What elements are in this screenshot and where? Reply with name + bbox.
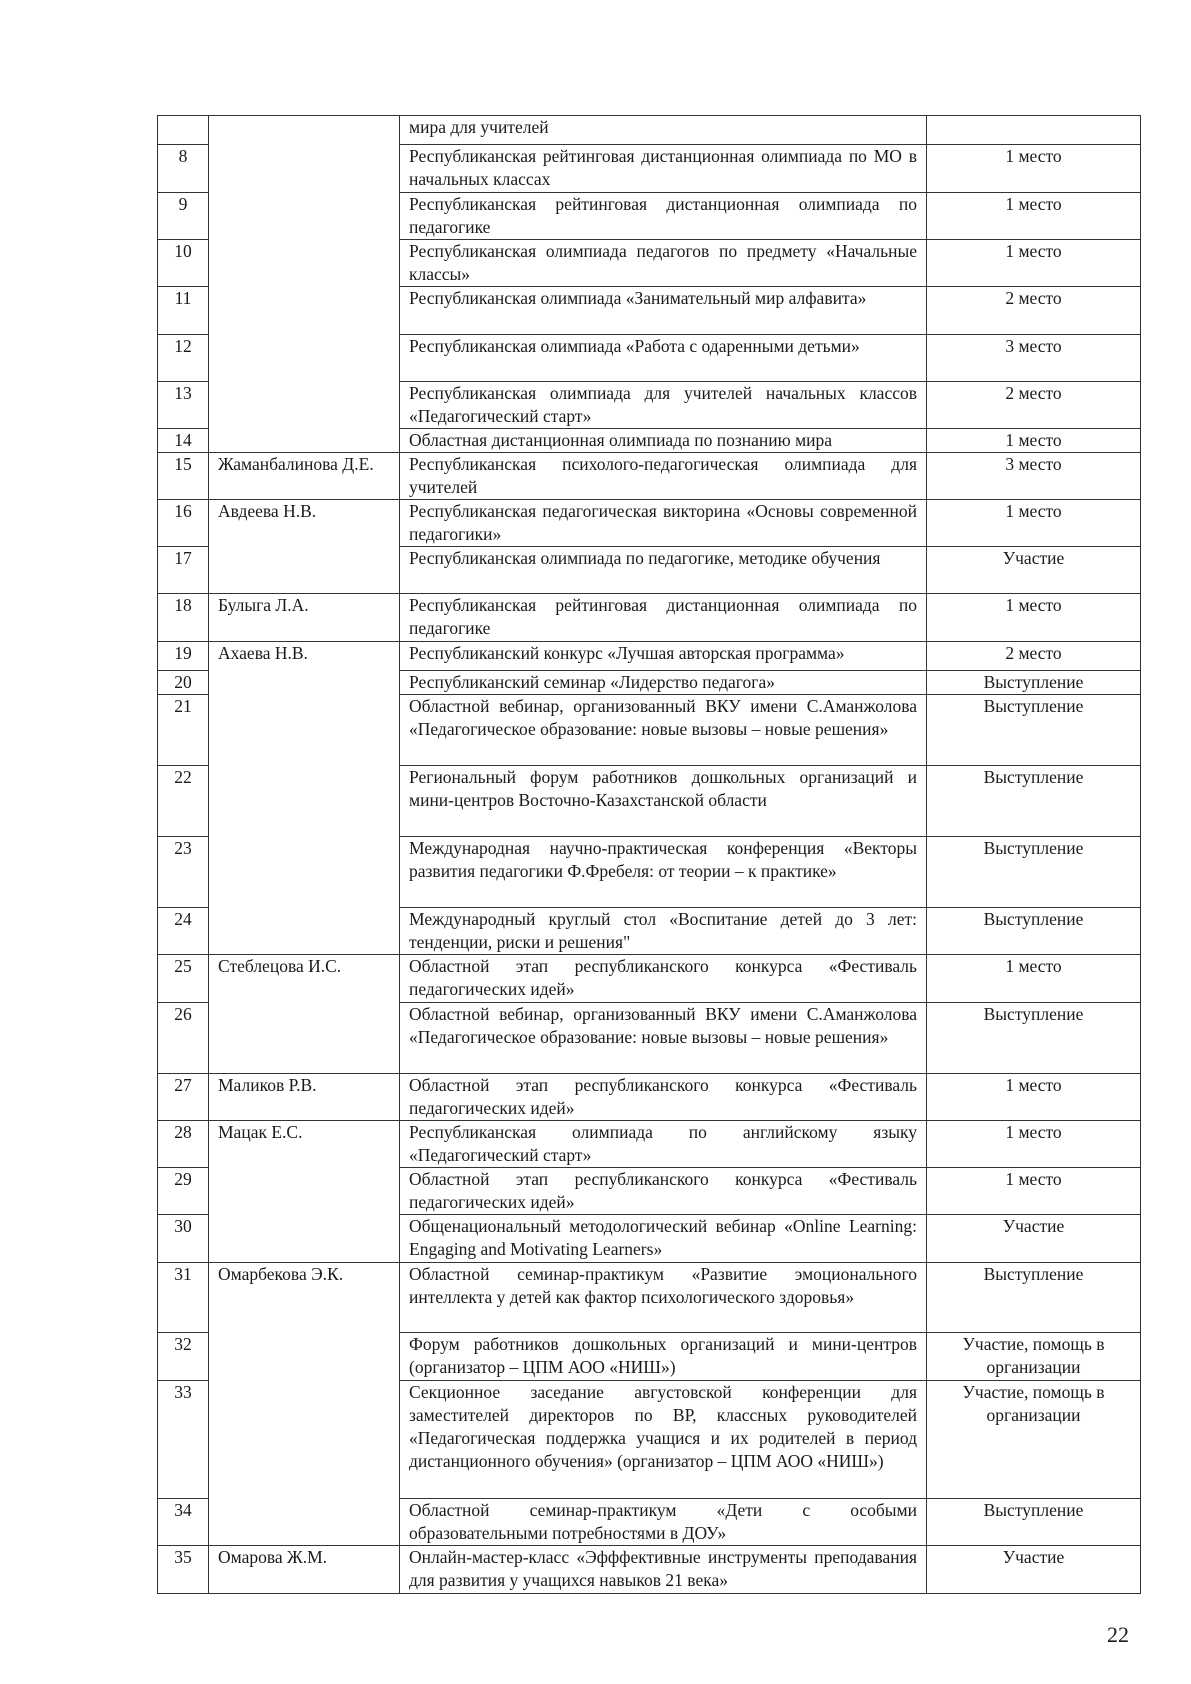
event-title: Областной этап республиканского конкурса «Фестиваль педагогических идей»	[400, 955, 927, 1003]
row-number: 29	[158, 1168, 209, 1215]
result-cell: Выступление	[927, 1263, 1141, 1333]
result-cell: Участие	[927, 1215, 1141, 1263]
participant-name: Ахаева Н.В.	[209, 642, 400, 955]
row-number: 28	[158, 1121, 209, 1168]
result-cell: 1 место	[927, 1121, 1141, 1168]
row-number: 33	[158, 1381, 209, 1499]
result-cell: 1 место	[927, 145, 1141, 193]
participant-name: Маликов Р.В.	[209, 1074, 400, 1121]
table-row	[158, 1121, 1141, 1168]
row-number: 10	[158, 240, 209, 287]
participant-name: Мацак Е.С.	[209, 1121, 400, 1263]
row-number: 26	[158, 1003, 209, 1074]
result-cell: Участие	[927, 1546, 1141, 1594]
event-title: Форум работников дошкольных организаций и мини-центров (организатор – ЦПМ АОО «НИШ»)	[400, 1333, 927, 1381]
result-cell: 1 место	[927, 500, 1141, 547]
result-cell: 2 место	[927, 287, 1141, 335]
event-title: Республиканский конкурс «Лучшая авторская программа»	[400, 642, 927, 671]
result-cell: Участие, помощь в организации	[927, 1381, 1141, 1499]
result-cell: Выступление	[927, 908, 1141, 955]
table-row	[158, 955, 1141, 1003]
result-cell: 1 место	[927, 429, 1141, 453]
row-number: 25	[158, 955, 209, 1003]
result-cell: 1 место	[927, 1074, 1141, 1121]
row-number: 19	[158, 642, 209, 671]
event-title: Областной вебинар, организованный ВКУ имени С.Аманжолова «Педагогическое образование: новые вызовы – новые решения»	[400, 695, 927, 766]
participant-name: Стеблецова И.С.	[209, 955, 400, 1074]
event-title: Республиканская олимпиада «Работа с одаренными детьми»	[400, 335, 927, 382]
row-number: 30	[158, 1215, 209, 1263]
result-cell: 2 место	[927, 382, 1141, 429]
result-cell: 1 место	[927, 955, 1141, 1003]
result-cell	[927, 116, 1141, 145]
row-number: 23	[158, 837, 209, 908]
result-cell: Выступление	[927, 671, 1141, 695]
result-cell: Выступление	[927, 695, 1141, 766]
row-number: 27	[158, 1074, 209, 1121]
row-number: 24	[158, 908, 209, 955]
table-row	[158, 500, 1141, 547]
event-title: Областная дистанционная олимпиада по познанию мира	[400, 429, 927, 453]
result-cell: 2 место	[927, 642, 1141, 671]
results-table	[157, 115, 1141, 1594]
table-row	[158, 1074, 1141, 1121]
participant-name: Омарбекова Э.К.	[209, 1263, 400, 1546]
row-number: 9	[158, 193, 209, 240]
event-title: Областной вебинар, организованный ВКУ имени С.Аманжолова «Педагогическое образование: новые вызовы – новые решения»	[400, 1003, 927, 1074]
event-title: Республиканская олимпиада педагогов по предмету «Начальные классы»	[400, 240, 927, 287]
table-row	[158, 1263, 1141, 1333]
participant-name: Авдеева Н.В.	[209, 500, 400, 594]
event-title: Республиканская рейтинговая дистанционная олимпиада по педагогике	[400, 193, 927, 240]
participant-name: Омарова Ж.М.	[209, 1546, 400, 1594]
participant-name	[209, 116, 400, 453]
result-cell: 1 место	[927, 594, 1141, 642]
row-number: 21	[158, 695, 209, 766]
result-cell: 3 место	[927, 453, 1141, 500]
participant-name: Жаманбалинова Д.Е.	[209, 453, 400, 500]
result-cell: 1 место	[927, 193, 1141, 240]
event-title: Республиканская олимпиада для учителей начальных классов «Педагогический старт»	[400, 382, 927, 429]
row-number: 16	[158, 500, 209, 547]
event-title: Международный круглый стол «Воспитание детей до 3 лет: тенденции, риски и решения"	[400, 908, 927, 955]
row-number: 31	[158, 1263, 209, 1333]
row-number: 18	[158, 594, 209, 642]
row-number: 34	[158, 1499, 209, 1546]
row-number: 35	[158, 1546, 209, 1594]
event-title: Онлайн-мастер-класс «Эфффективные инструменты преподавания для развития у учащихся навыков 21 века»	[400, 1546, 927, 1594]
table-row	[158, 453, 1141, 500]
table-row	[158, 594, 1141, 642]
event-title: Областной этап республиканского конкурса «Фестиваль педагогических идей»	[400, 1074, 927, 1121]
event-title: Республиканская олимпиада по английскому языку «Педагогический старт»	[400, 1121, 927, 1168]
event-title: Республиканская рейтинговая дистанционная олимпиада по МО в начальных классах	[400, 145, 927, 193]
event-title: Региональный форум работников дошкольных организаций и мини-центров Восточно-Казахстанской области	[400, 766, 927, 837]
row-number: 22	[158, 766, 209, 837]
row-number	[158, 116, 209, 145]
row-number: 13	[158, 382, 209, 429]
event-title: Республиканская педагогическая викторина «Основы современной педагогики»	[400, 500, 927, 547]
event-title: Международная научно-практическая конференция «Векторы развития педагогики Ф.Фребеля: от теории – к практике»	[400, 837, 927, 908]
event-title: Общенациональный методологический вебинар «Online Learning: Engaging and Motivating Learners»	[400, 1215, 927, 1263]
row-number: 14	[158, 429, 209, 453]
row-number: 8	[158, 145, 209, 193]
table-row	[158, 116, 1141, 145]
result-cell: 3 место	[927, 335, 1141, 382]
participant-name: Булыга Л.А.	[209, 594, 400, 642]
row-number: 32	[158, 1333, 209, 1381]
row-number: 15	[158, 453, 209, 500]
event-title: мира для учителей	[400, 116, 927, 145]
event-title: Областной семинар-практикум «Развитие эмоционального интеллекта у детей как фактор психологического здоровья»	[400, 1263, 927, 1333]
event-title: Республиканская психолого-педагогическая олимпиада для учителей	[400, 453, 927, 500]
result-cell: Участие	[927, 547, 1141, 594]
event-title: Республиканская рейтинговая дистанционная олимпиада по педагогике	[400, 594, 927, 642]
result-cell: Выступление	[927, 1499, 1141, 1546]
event-title: Республиканская олимпиада «Занимательный мир алфавита»	[400, 287, 927, 335]
event-title: Секционное заседание августовской конференции для заместителей директоров по ВР, классных руководителей «Педагогическая поддержка учащися и их родителей в период дистанционного обучения» (организатор – ЦПМ АОО «НИШ»)	[400, 1381, 927, 1499]
result-cell: 1 место	[927, 1168, 1141, 1215]
event-title: Республиканский семинар «Лидерство педагога»	[400, 671, 927, 695]
row-number: 20	[158, 671, 209, 695]
result-cell: 1 место	[927, 240, 1141, 287]
table-row	[158, 642, 1141, 671]
event-title: Республиканская олимпиада по педагогике, методике обучения	[400, 547, 927, 594]
result-cell: Выступление	[927, 837, 1141, 908]
result-cell: Выступление	[927, 1003, 1141, 1074]
event-title: Областной семинар-практикум «Дети с особыми образовательными потребностями в ДОУ»	[400, 1499, 927, 1546]
event-title: Областной этап республиканского конкурса «Фестиваль педагогических идей»	[400, 1168, 927, 1215]
result-cell: Участие, помощь в организации	[927, 1333, 1141, 1381]
row-number: 11	[158, 287, 209, 335]
row-number: 17	[158, 547, 209, 594]
page-number: 22	[1107, 1622, 1129, 1647]
row-number: 12	[158, 335, 209, 382]
table-row	[158, 1546, 1141, 1594]
result-cell: Выступление	[927, 766, 1141, 837]
